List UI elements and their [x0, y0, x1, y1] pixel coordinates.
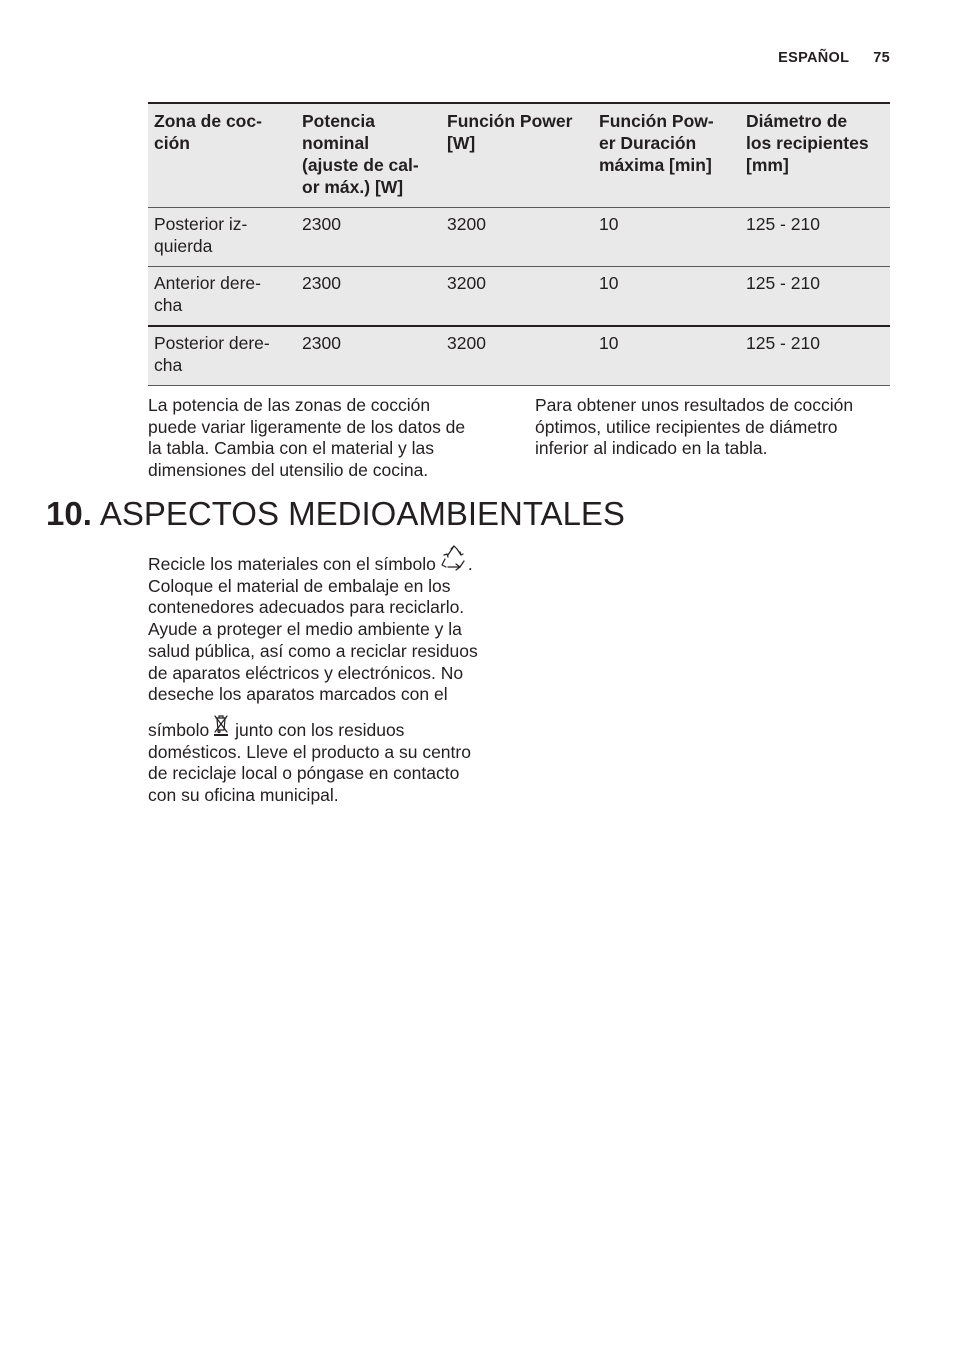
- crossed-out-bin-icon: [212, 713, 230, 737]
- weee-line: símbolo junto con los residuos: [148, 713, 508, 742]
- table-row: [148, 208, 890, 267]
- column-header-power-duration: Función Pow- er Duración máxima [min]: [593, 103, 740, 208]
- page-header: [778, 50, 890, 66]
- table-cell: 125 - 210: [740, 326, 890, 386]
- table-note-right: Para obtener unos resultados de cocción óptimos, utilice recipientes de diámetro inferior al indicado en la tabla.: [535, 395, 854, 459]
- table-cell: 2300: [296, 326, 441, 386]
- table-cell: 10: [593, 267, 740, 327]
- packaging-text: Coloque el material de embalaje en los contenedores adecuados para reciclarlo. Ayude a proteger el medio ambiente y la salud pública, así como a reciclar residuos de aparatos eléctricos y electrónicos. No deseche los aparatos marcados con el: [148, 575, 478, 705]
- column-header-zone: Zona de coc- ción: [148, 103, 296, 208]
- section-number: 10.: [46, 495, 92, 532]
- disposal-text: domésticos. Lleve el producto a su centro de reciclaje local o póngase en contacto con su oficina municipal.: [148, 741, 471, 806]
- column-header-cookware-diameter: Diámetro de los recipientes [mm]: [740, 103, 890, 208]
- column-header-nominal-power: Potencia nominal (ajuste de cal- or máx.) [W]: [296, 103, 441, 208]
- environment-paragraph: [148, 545, 508, 807]
- section-title: ASPECTOS MEDIOAMBIENTALES: [99, 495, 625, 532]
- table-cell: 2300: [296, 208, 441, 267]
- column-header-power-function: Función Power [W]: [441, 103, 593, 208]
- recycle-line: Recicle los materiales con el símbolo .: [148, 545, 508, 576]
- table-cell: 3200: [441, 326, 593, 386]
- table-cell: 125 - 210: [740, 267, 890, 327]
- table-cell: Posterior dere- cha: [148, 326, 296, 386]
- table-cell: 10: [593, 326, 740, 386]
- table-cell: 3200: [441, 267, 593, 327]
- table-cell: Anterior dere- cha: [148, 267, 296, 327]
- language-label: ESPAÑOL: [778, 50, 850, 66]
- table-cell: 125 - 210: [740, 208, 890, 267]
- table-header-row: [148, 103, 890, 208]
- table-row: [148, 267, 890, 327]
- section-heading: [46, 494, 625, 534]
- recycle-icon: [440, 545, 468, 571]
- table-note-left: La potencia de las zonas de cocción puede variar ligeramente de los datos de la tabla. Cambia con el material y las dimensiones del utensilio de cocina.: [148, 395, 466, 481]
- page-number: 75: [873, 50, 890, 66]
- cooking-zones-table: [148, 102, 890, 386]
- table-cell: Posterior iz- quierda: [148, 208, 296, 267]
- table-row: [148, 326, 890, 386]
- table-cell: 3200: [441, 208, 593, 267]
- table-cell: 10: [593, 208, 740, 267]
- table-cell: 2300: [296, 267, 441, 327]
